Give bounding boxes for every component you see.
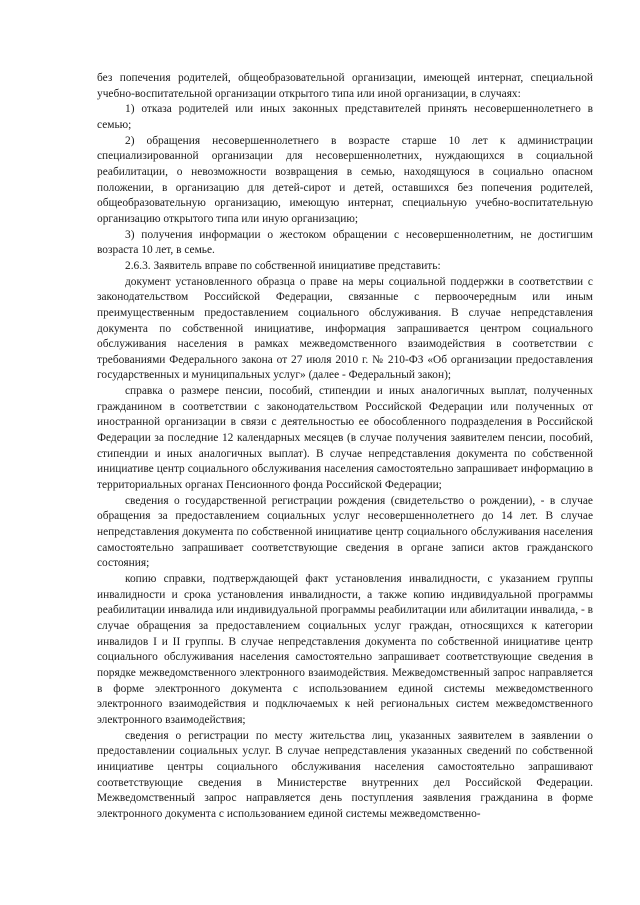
document-page (97, 71, 593, 823)
paragraph-continuation: без попечения родителей, общеобразовательной организации, имеющей интернат, специальной учебно-воспитательной организации открытого типа или иной организации, в случаях: (97, 72, 593, 100)
paragraph-pension-certificate: справка о размере пенсии, пособий, стипендии и иных аналогичных выплат, полученных гражданином в соответствии с законодательством Российской Федерации или полученных от иностранной организации в связи с деятельностью ее обособленного подразделения в Российской Федерации за последние 12 календарных месяцев (в случае получения заявителем пенсии, пособий, стипендии и иных аналогичных выплат). В случае непредставления документа по собственной инициативе центр социального обслуживания населения самостоятельно запрашивает информацию в территориальных органах Пенсионного фонда Российской Федерации; (97, 385, 593, 492)
paragraph-document-rights: документ установленного образца о праве на меры социальной поддержки в соответствии с законодательством Российской Федерации, связанные с первоочередным или иным преимущественным предоставлением социального обслуживания. В случае непредставления документа по собственной инициативе, информация запрашивается центром социального обслуживания населения в рамках межведомственного взаимодействия в соответствии с требованиями Федерального закона от 27 июля 2010 г. № 210-ФЗ «Об организации предоставления государственных и муниципальных услуг» (далее - Федеральный закон); (97, 275, 593, 382)
paragraph-section-2-6-3: 2.6.3. Заявитель вправе по собственной инициативе представить: (125, 259, 441, 272)
paragraph-birth-registration: сведения о государственной регистрации рождения (свидетельство о рождении), - в случае обращения за предоставлением социальных услуг несовершеннолетнего до 14 лет. В случае непредставления документа по собственной инициативе центр социального обслуживания населения самостоятельно запрашивает соответствующие сведения в органе записи актов гражданского состояния; (97, 494, 593, 570)
paragraph-residence-registration: сведения о регистрации по месту жительства лиц, указанных заявителем в заявлении о предоставлении социальных услуг. В случае непредставления указанных сведений по собственной инициативе центры социального обслуживания населения самостоятельно запрашивают соответствующие сведения в Министерстве внутренних дел Российской Федерации. Межведомственный запрос направляется день поступления заявления гражданина в форме электронного документа с использованием единой системы межведомственно- (97, 729, 593, 820)
paragraph-disability-certificate: копию справки, подтверждающей факт установления инвалидности, с указанием группы инвалидности и срока установления инвалидности, а также копию индивидуальной программы реабилитации инвалида или индивидуальной программы реабилитации или абилитации инвалида, - в случае обращения за предоставлением социальных услуг граждан, относящихся к категории инвалидов I и II группы. В случае непредставления документа по собственной инициативе центр социального обслуживания населения самостоятельно запрашивает соответствующие сведения в порядке межведомственного электронного взаимодействия. Межведомственный запрос направляется в форме электронного документа с использованием единой системы межведомственного электронного взаимодействия и подключаемых к ней региональных систем межведомственного электронного взаимодействия; (97, 573, 593, 726)
paragraph-item-3: 3) получения информации о жестоком обращении с несовершеннолетним, не достигшим возраста 10 лет, в семье. (97, 228, 593, 257)
paragraph-item-2: 2) обращения несовершеннолетнего в возрасте старше 10 лет к администрации специализированной организации для несовершеннолетних, нуждающихся в социальной реабилитации, о невозможности возвращения в семью, находящуюся в социально опасном положении, в организацию для детей-сирот и детей, оставшихся без попечения родителей, общеобразовательную организацию, имеющую интернат, специальную учебно-воспитательную организацию открытого типа или иную организацию; (97, 134, 593, 225)
paragraph-item-1: 1) отказа родителей или иных законных представителей принять несовершеннолетнего в семью; (97, 103, 593, 131)
